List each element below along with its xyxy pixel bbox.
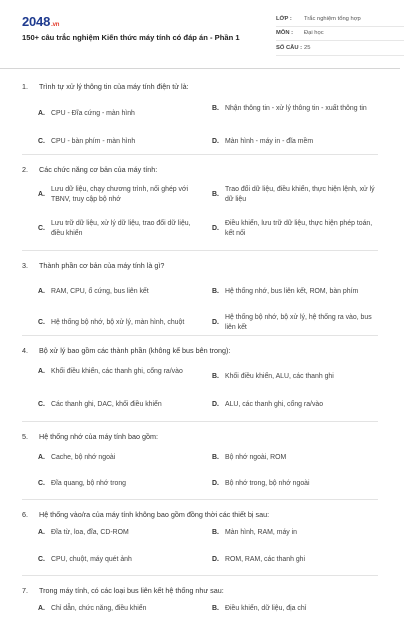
option-letter: A. — [38, 529, 45, 536]
answer-option[interactable] — [38, 318, 201, 328]
meta-label: LỚP : — [276, 15, 292, 22]
option-text: Chỉ dẫn, chức năng, điều khiển — [51, 605, 147, 612]
question-stem — [22, 346, 230, 355]
answer-option[interactable] — [212, 219, 375, 239]
question-number: 1. — [22, 82, 28, 91]
option-letter: B. — [212, 288, 219, 295]
question-text: Hệ thống nhớ của máy tính bao gồm: — [39, 432, 158, 441]
meta-value: 25 — [304, 44, 311, 51]
option-text: Màn hình - máy in - đĩa mềm — [225, 138, 314, 145]
option-letter: B. — [212, 191, 219, 198]
option-text: CPU, chuột, máy quét ảnh — [51, 556, 132, 563]
option-letter: B. — [212, 529, 219, 536]
option-letter: A. — [38, 454, 45, 461]
answer-option[interactable] — [38, 555, 201, 565]
question-stem — [22, 586, 224, 595]
answer-option[interactable] — [38, 287, 201, 297]
meta-label: SỐ CÂU : — [276, 44, 303, 51]
meta-row-class — [276, 12, 404, 27]
option-letter: A. — [38, 191, 45, 198]
meta-label: MÔN : — [276, 30, 294, 37]
answer-option[interactable] — [212, 528, 375, 538]
question-stem — [22, 261, 164, 270]
meta-value: Trắc nghiệm tổng hợp — [304, 15, 361, 22]
answer-option[interactable] — [38, 367, 201, 377]
answer-option[interactable] — [212, 185, 375, 205]
option-text: Bộ nhớ trong, bộ nhớ ngoài — [225, 480, 310, 487]
question-number: 4. — [22, 346, 28, 355]
answer-option[interactable] — [38, 185, 201, 205]
question-number: 2. — [22, 165, 28, 174]
question-item — [22, 72, 378, 155]
option-letter: D. — [212, 138, 219, 145]
option-text: Khối điều khiển, ALU, các thanh ghi — [225, 373, 334, 380]
question-item — [22, 422, 378, 500]
option-letter: C. — [38, 225, 45, 232]
answer-option[interactable] — [38, 604, 201, 614]
option-letter: A. — [38, 110, 45, 117]
answer-option[interactable] — [38, 479, 201, 489]
question-text: Thành phần cơ bản của máy tính là gì? — [39, 261, 165, 270]
answer-option[interactable] — [212, 313, 375, 333]
answer-option[interactable] — [212, 104, 375, 114]
option-text: Các thanh ghi, DAC, khối điều khiển — [51, 401, 162, 408]
question-item — [22, 155, 378, 251]
answer-option[interactable] — [212, 287, 375, 297]
answer-option[interactable] — [212, 137, 375, 147]
question-number: 7. — [22, 586, 28, 595]
question-item — [22, 500, 378, 576]
option-letter: C. — [38, 401, 45, 408]
option-text: Màn hình, RAM, máy in — [225, 529, 297, 536]
answer-option[interactable] — [38, 528, 201, 538]
logo-suffix: .vn — [51, 22, 60, 28]
option-text: Khối điều khiển, các thanh ghi, cổng ra/vào — [51, 368, 183, 375]
option-letter: A. — [38, 605, 45, 612]
option-text: Nhận thông tin - xử lý thông tin - xuất thông tin — [225, 105, 367, 112]
option-text: CPU - Đĩa cứng - màn hình — [51, 110, 135, 117]
answer-option[interactable] — [38, 109, 201, 119]
answer-option[interactable] — [38, 400, 201, 410]
option-text: ROM, RAM, các thanh ghi — [225, 556, 306, 563]
answer-option[interactable] — [212, 400, 375, 410]
answer-option[interactable] — [38, 137, 201, 147]
answer-option[interactable] — [212, 372, 375, 382]
question-number: 5. — [22, 432, 28, 441]
option-letter: C. — [38, 138, 45, 145]
option-letter: A. — [38, 288, 45, 295]
page-title: 150+ câu trắc nghiệm Kiến thức máy tính có đáp án - Phần 1 — [22, 33, 240, 42]
option-text: Điều khiển, lưu trữ dữ liệu, thực hiện phép toán, kết nối — [225, 220, 373, 237]
question-item — [22, 576, 378, 636]
option-letter: D. — [212, 401, 219, 408]
answer-option[interactable] — [212, 604, 375, 614]
option-letter: C. — [38, 480, 45, 487]
option-text: Đĩa quang, bộ nhớ trong — [51, 480, 127, 487]
question-stem — [22, 165, 157, 174]
question-list — [22, 72, 378, 636]
quiz-meta — [276, 12, 404, 56]
option-text: Hệ thống nhớ, bus liên kết, ROM, bàn phím — [225, 288, 359, 295]
question-item — [22, 251, 378, 336]
option-text: Đĩa từ, loa, đĩa, CD-ROM — [51, 529, 129, 536]
option-text: ALU, các thanh ghi, cổng ra/vào — [225, 401, 324, 408]
option-text: CPU - bàn phím - màn hình — [51, 138, 136, 145]
option-letter: C. — [38, 556, 45, 563]
option-text: Trao đổi dữ liệu, điều khiển, thực hiện lệnh, xử lý dữ liệu — [225, 186, 375, 203]
option-text: Điều khiển, dữ liệu, địa chỉ — [225, 605, 307, 612]
question-text: Bộ xử lý bao gồm các thành phần (không kể bus bên trong): — [39, 346, 231, 355]
option-letter: B. — [212, 105, 219, 112]
answer-option[interactable] — [212, 479, 375, 489]
option-text: Lưu dữ liệu, chạy chương trình, nối ghép với TBNV, truy cập bộ nhớ — [51, 186, 189, 203]
answer-option[interactable] — [38, 219, 201, 239]
option-letter: D. — [212, 556, 219, 563]
option-letter: D. — [212, 480, 219, 487]
question-stem — [22, 82, 189, 91]
option-letter: A. — [38, 368, 45, 375]
option-letter: B. — [212, 605, 219, 612]
option-letter: B. — [212, 454, 219, 461]
meta-row-count — [276, 41, 404, 56]
option-letter: C. — [38, 319, 45, 326]
option-text: Hệ thống bộ nhớ, bộ xử lý, hệ thống ra vào, bus liên kết — [225, 314, 372, 331]
meta-value: Đại học — [304, 30, 324, 37]
meta-row-subject — [276, 27, 404, 42]
option-text: Hệ thống bộ nhớ, bộ xử lý, màn hình, chuột — [51, 319, 185, 326]
question-text: Hệ thống vào/ra của máy tính không bao gồm đồng thời các thiết bị sau: — [39, 510, 270, 519]
page-header — [22, 0, 378, 66]
option-text: Bộ nhớ ngoài, ROM — [225, 454, 287, 461]
header-divider — [0, 68, 400, 69]
question-text: Trong máy tính, có các loại bus liên kết hệ thống như sau: — [39, 586, 224, 595]
question-stem — [22, 432, 158, 441]
question-stem — [22, 510, 269, 519]
option-text: Lưu trữ dữ liệu, xử lý dữ liệu, trao đổi dữ liệu, điều khiển — [51, 220, 191, 237]
option-letter: B. — [212, 373, 219, 380]
question-number: 6. — [22, 510, 28, 519]
option-text: Cache, bộ nhớ ngoài — [51, 454, 116, 461]
question-item — [22, 336, 378, 422]
option-text: RAM, CPU, ổ cứng, bus liên kết — [51, 288, 149, 295]
answer-option[interactable] — [212, 555, 375, 565]
question-text: Trình tự xử lý thông tin của máy tính điện tử là: — [39, 82, 189, 91]
answer-option[interactable] — [38, 453, 201, 463]
question-text: Các chức năng cơ bản của máy tính: — [39, 165, 158, 174]
question-number: 3. — [22, 261, 28, 270]
option-letter: D. — [212, 319, 219, 326]
site-logo[interactable] — [22, 14, 59, 29]
option-letter: D. — [212, 225, 219, 232]
logo-text: 2048 — [22, 14, 51, 29]
answer-option[interactable] — [212, 453, 375, 463]
